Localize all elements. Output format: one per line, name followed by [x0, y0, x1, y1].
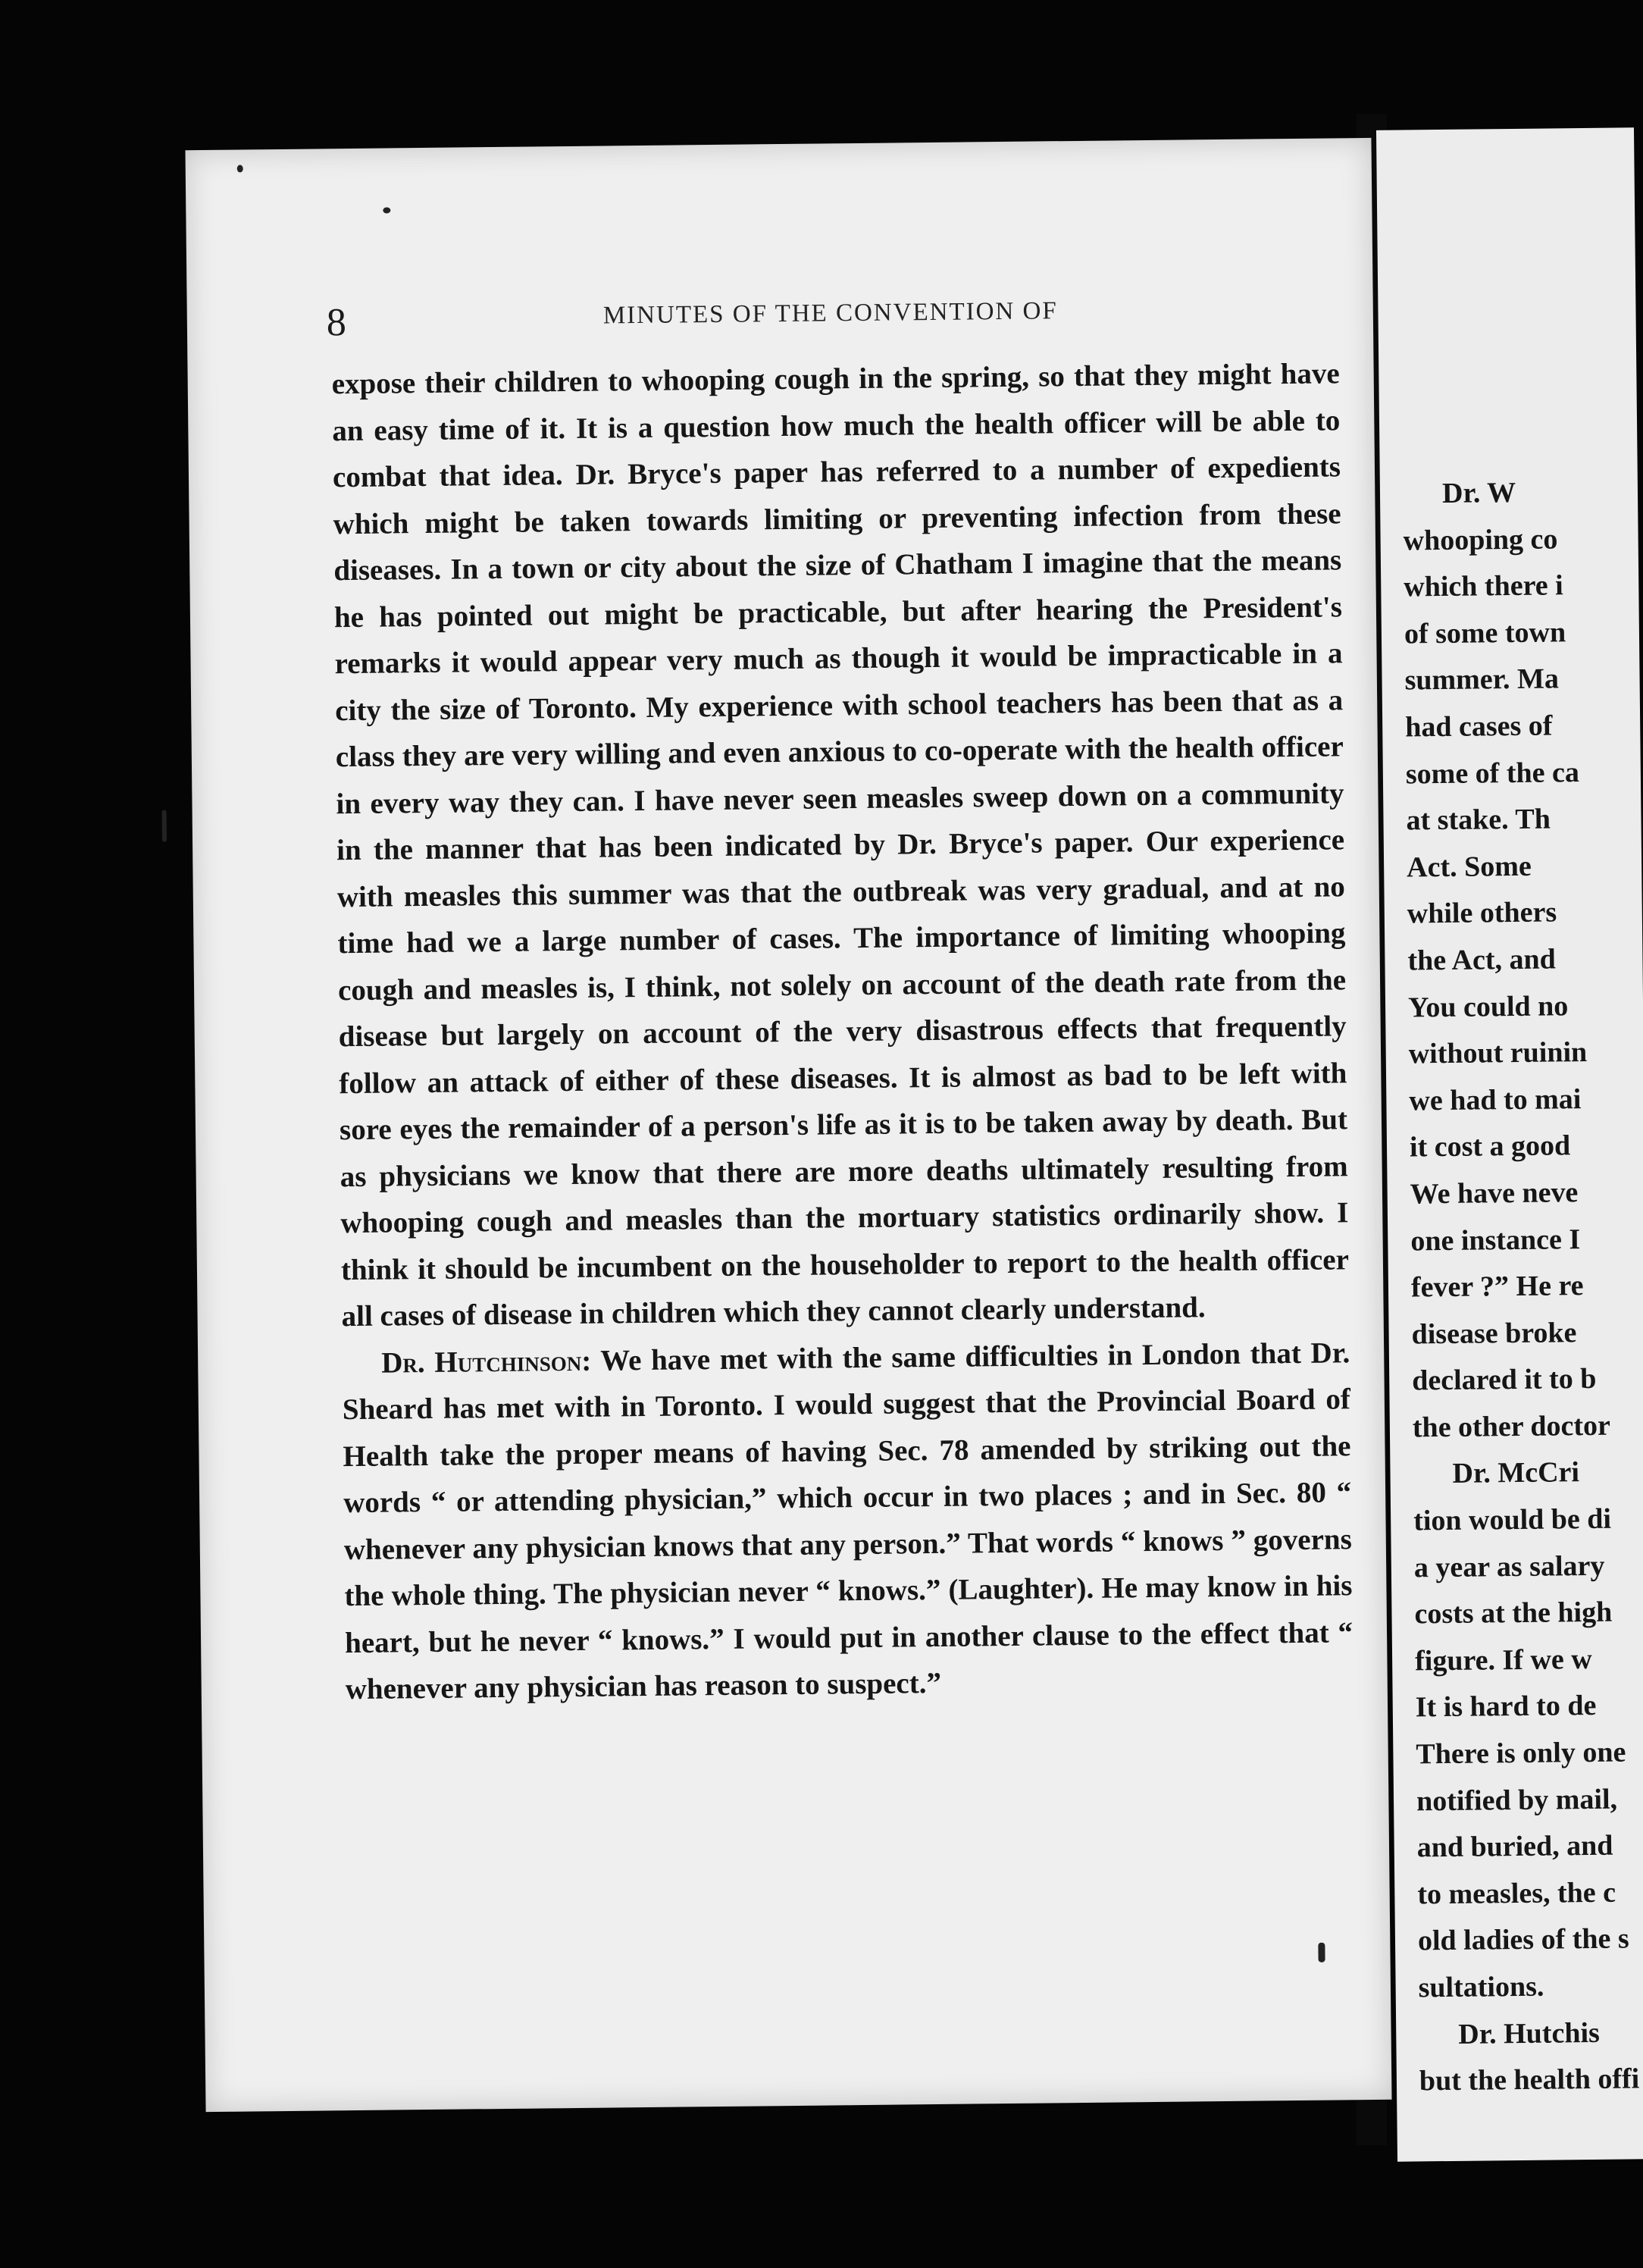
- right-line: whooping co: [1403, 522, 1558, 557]
- right-line: while others: [1407, 896, 1557, 930]
- right-page: [1376, 127, 1643, 2161]
- right-line: the other doctor: [1412, 1409, 1611, 1444]
- ink-speck: [237, 164, 243, 172]
- right-line: a year as salary: [1413, 1549, 1605, 1584]
- right-line: we had to mai: [1409, 1082, 1582, 1117]
- right-line: of some town: [1404, 616, 1566, 650]
- right-line: old ladies of the s: [1417, 1922, 1629, 1957]
- right-line: We have neve: [1410, 1176, 1579, 1211]
- right-line: figure. If we w: [1414, 1643, 1592, 1678]
- right-line: the Act, and: [1407, 943, 1556, 977]
- right-line: Act. Some: [1406, 850, 1532, 884]
- right-line: fever ?” He re: [1410, 1270, 1584, 1304]
- right-page-text: [1400, 277, 1643, 2105]
- paragraph-2: [342, 1330, 1354, 1713]
- right-line: one instance I: [1410, 1223, 1581, 1257]
- right-line: but the health offi: [1419, 2063, 1640, 2097]
- ink-speck: [162, 810, 167, 842]
- left-page: [185, 138, 1391, 2112]
- page-header: [327, 290, 1335, 346]
- ink-speck: [1318, 1943, 1325, 1963]
- right-line: to measles, the c: [1417, 1876, 1616, 1911]
- right-line: Dr. W: [1441, 476, 1516, 509]
- right-line: some of the ca: [1405, 756, 1580, 791]
- right-line: without ruinin: [1408, 1036, 1588, 1070]
- right-line: it cost a good: [1409, 1129, 1571, 1164]
- right-line: and buried, and: [1416, 1829, 1613, 1864]
- right-line: It is hard to de: [1415, 1690, 1597, 1724]
- right-line: summer. Ma: [1404, 663, 1560, 697]
- paragraph-text: : We have met with the same difficulties in London that Dr. Sheard has met with in Toronto. I would suggest that the Provincial Board of Health take the proper means of having Sec. 78 amended by striking out the words “ or attending physician,” which occur in two places ; and in Sec. 80 “ whenever any physician knows that any person.” That words “ knows ” governs the whole thing. The physician never “ knows.” (Laughter). He may know in his heart, but he never “ knows.” I would put in another clause to the effect that “ whenever any physician has reason to suspect.”: [342, 1336, 1354, 1706]
- speaker-name: Dr. Hutchinson: [381, 1344, 582, 1380]
- running-head: MINUTES OF THE CONVENTION OF: [602, 297, 1058, 330]
- paragraph-text: expose their children to whooping cough in the spring, so that they might have an easy time of it. It is a question how much the health officer will be able to combat that idea. Dr. Bryce's paper has referred to a number of expedients which might be taken towards limiting or preventing infection from these diseases. In a town or city about the size of Chatham I imagine that the means he has pointed out might be practicable, but after hearing the President's remarks it would appear very much as though it would be impracticable in a city the size of Toronto. My experience with school teachers has been that as a class they are very willing and even anxious to co-operate with the health officer in every way they can. I have never seen measles sweep down on a community in the manner that has been indicated by Dr. Bryce's paper. Our experience with measles this summer was that the outbreak was very gradual, and at no time had we a large number of cases. The importance of limiting whooping cough and measles is, I think, not solely on account of the death rate from the disease but largely on account of the very disastrous effects that frequently follow an attack of either of these diseases. It is almost as bad to be left with sore eyes the remainder of a person's life as it is to be taken away by death. But as physicians we know that there are more deaths ultimately resulting from whooping cough and measles than the mortuary statistics ordinarily show. I think it should be incumbent on the householder to report to the health officer all cases of disease in children which they cannot clearly understand.: [331, 357, 1350, 1333]
- right-line: declared it to b: [1412, 1363, 1597, 1397]
- right-line: You could no: [1407, 989, 1569, 1024]
- right-line: notified by mail,: [1416, 1783, 1618, 1818]
- right-line: at stake. Th: [1406, 803, 1551, 837]
- right-line: Dr. McCri: [1452, 1456, 1580, 1490]
- page-number: 8: [326, 301, 347, 345]
- right-line: tion would be di: [1413, 1502, 1612, 1537]
- right-line: which there i: [1404, 569, 1563, 603]
- right-line: disease broke: [1411, 1316, 1577, 1351]
- right-line: had cases of: [1405, 710, 1553, 744]
- right-line: sultations.: [1418, 1970, 1544, 2004]
- right-line: Dr. Hutchis: [1458, 2016, 1601, 2050]
- right-line: costs at the high: [1414, 1596, 1613, 1631]
- right-line: There is only one: [1416, 1736, 1626, 1771]
- ink-speck: [383, 207, 390, 213]
- paragraph-1: [331, 350, 1349, 1339]
- body-text: [331, 350, 1354, 1712]
